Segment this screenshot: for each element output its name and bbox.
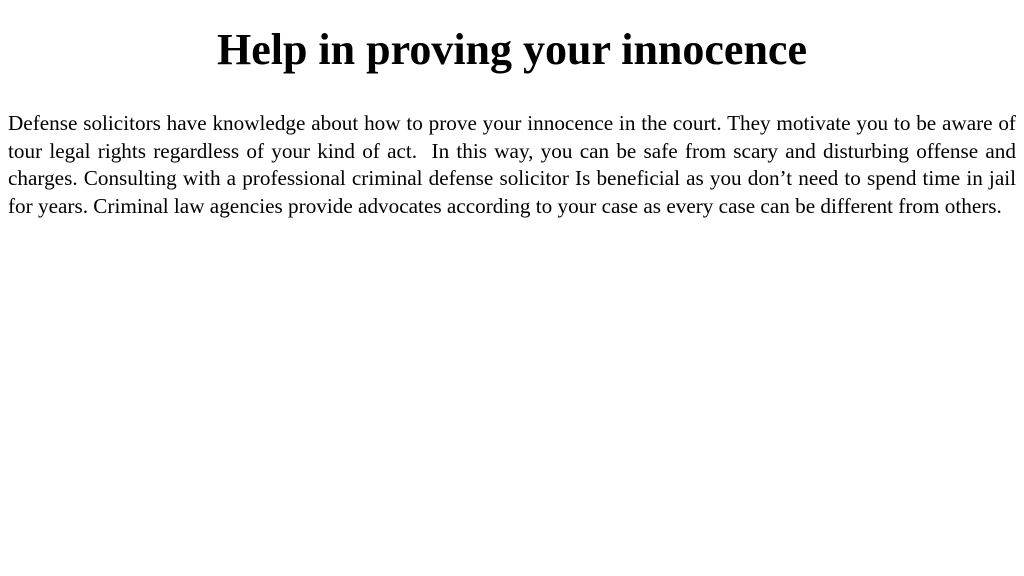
- slide-body-paragraph: Defense solicitors have knowledge about how to prove your innocence in the court. They motivate you to be aware of tour legal rights regardless of your kind of act. In this way, you can be safe from scary and disturbing offense and charges. Consulting with a professional criminal defense solicitor Is beneficial as you don’t need to spend time in jail for years. Criminal law agencies provide advocates according to your case as every case can be different from others.: [8, 111, 1022, 218]
- slide-title: Help in proving your innocence: [216, 25, 807, 74]
